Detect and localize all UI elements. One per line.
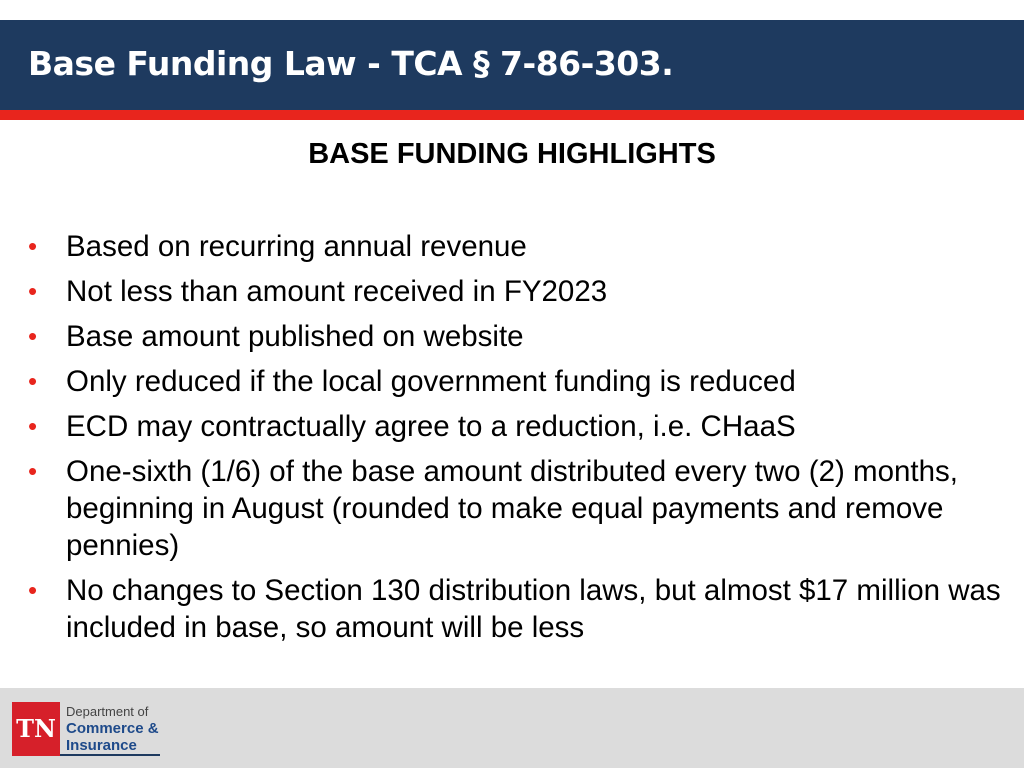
list-item-text: Not less than amount received in FY2023	[66, 275, 608, 308]
list-item-text: Based on recurring annual revenue	[66, 230, 527, 263]
bullet-icon: •	[28, 411, 38, 441]
bullet-icon: •	[28, 231, 38, 261]
highlights-list	[22, 228, 1002, 654]
logo-text-line2: Commerce &	[66, 720, 159, 737]
list-item-text: ECD may contractually agree to a reduction, i.e. CHaaS	[66, 410, 796, 443]
bullet-icon: •	[28, 456, 38, 486]
bullet-icon: •	[28, 321, 38, 351]
list-item	[22, 363, 1002, 400]
list-item	[22, 228, 1002, 265]
logo-divider	[60, 754, 160, 756]
slide-title: Base Funding Law - TCA § 7-86-303.	[28, 44, 674, 83]
list-item-text: One-sixth (1/6) of the base amount distributed every two (2) months, beginning in August (rounded to make equal payments and remove pennies)	[66, 455, 958, 562]
list-item	[22, 453, 1002, 564]
list-item	[22, 408, 1002, 445]
bullet-icon: •	[28, 366, 38, 396]
list-item-text: Base amount published on website	[66, 320, 524, 353]
list-item	[22, 572, 1002, 646]
bullet-icon: •	[28, 575, 38, 605]
list-item	[22, 318, 1002, 355]
list-item-text: No changes to Section 130 distribution laws, but almost $17 million was included in base, so amount will be less	[66, 574, 1001, 644]
tn-logo-badge: TN	[12, 702, 60, 756]
title-bar	[0, 20, 1024, 110]
list-item-text: Only reduced if the local government funding is reduced	[66, 365, 796, 398]
footer-bar	[0, 688, 1024, 768]
logo-text-line1: Department of	[66, 704, 149, 719]
list-item	[22, 273, 1002, 310]
title-accent-rule	[0, 110, 1024, 120]
logo-text-line3: Insurance	[66, 737, 137, 754]
bullet-icon: •	[28, 276, 38, 306]
section-heading: BASE FUNDING HIGHLIGHTS	[308, 138, 716, 170]
